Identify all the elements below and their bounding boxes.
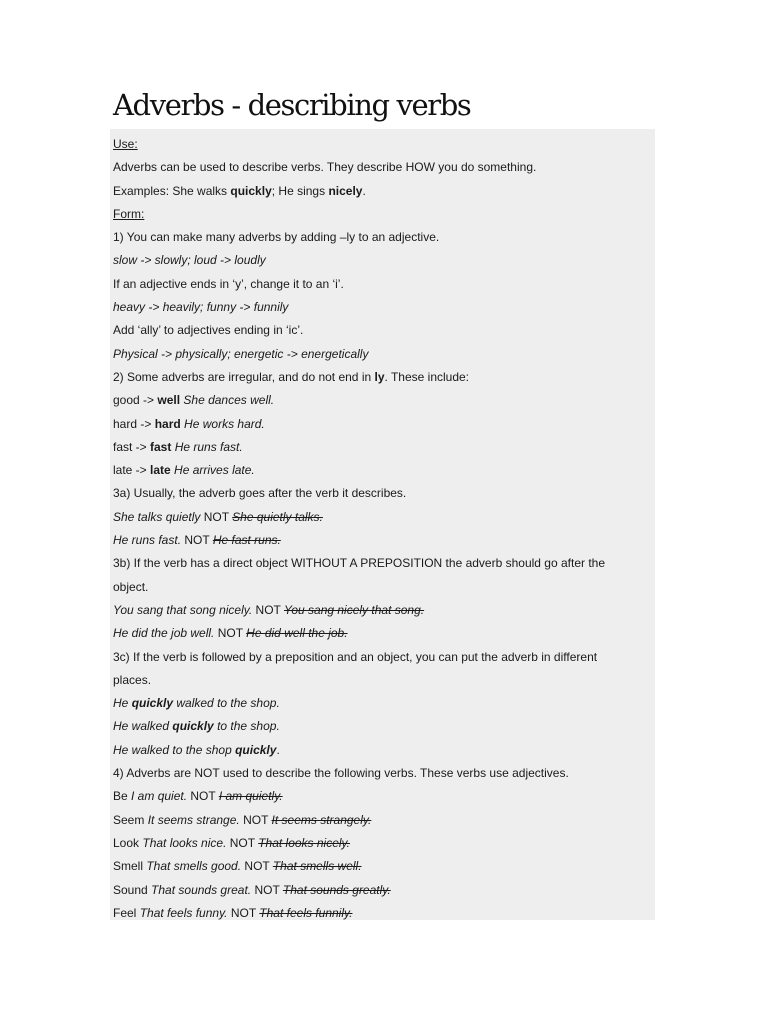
- rule-text: 4) Adverbs are NOT used to describe the following verbs. These verbs use adjectives.: [113, 766, 569, 781]
- example-text: It seems strange.: [147, 812, 240, 827]
- example-text: You sang that song nicely.: [113, 602, 253, 617]
- verb-label: Seem: [113, 812, 148, 827]
- not-label: NOT: [214, 626, 247, 641]
- example-text: slow -> slowly; loud -> loudly: [113, 253, 266, 268]
- text-run: hard ->: [113, 416, 155, 431]
- use-description-text: Adverbs can be used to describe verbs. They describe HOW you do something.: [113, 160, 537, 175]
- text-run: late ->: [113, 463, 151, 478]
- example-text: She talks quietly: [113, 509, 201, 524]
- bold-word: quickly: [230, 183, 272, 198]
- bold-word: quickly: [235, 742, 277, 757]
- example-text: He walked: [113, 719, 173, 734]
- use-heading-text: Use:: [113, 137, 138, 151]
- verb-be: [113, 785, 655, 808]
- form-heading-text: Form:: [113, 206, 145, 221]
- rule-text: If an adjective ends in ‘y’, change it to an ‘i’.: [113, 276, 344, 291]
- bold-word: hard: [154, 416, 181, 431]
- not-label: NOT: [181, 533, 213, 548]
- verb-label: Be: [113, 789, 132, 804]
- rule-text: object.: [113, 579, 149, 594]
- use-heading: [113, 133, 655, 156]
- example-text: He walked to the shop: [113, 742, 236, 757]
- example-text: He: [113, 696, 132, 711]
- content-block: [110, 129, 655, 920]
- example-text: He works hard.: [180, 416, 265, 431]
- verb-label: Look: [113, 835, 143, 850]
- irregular-hard: [113, 413, 655, 436]
- example-text: That smells good.: [146, 859, 242, 874]
- bold-word: late: [150, 463, 171, 478]
- not-label: NOT: [239, 812, 272, 827]
- example-line: [113, 715, 655, 738]
- bold-word: quickly: [131, 696, 174, 711]
- bold-word: nicely: [328, 183, 363, 198]
- rule-3b-cont: [113, 576, 655, 599]
- text-run: Examples: She walks: [113, 183, 231, 198]
- example-text: heavy -> heavily; funny -> funnily: [113, 300, 289, 315]
- strikethrough-text: He fast runs.: [212, 533, 281, 548]
- bold-word: ly: [374, 369, 385, 384]
- example-text: He arrives late.: [170, 463, 255, 478]
- rule-y: [113, 273, 655, 296]
- use-description: [113, 156, 655, 179]
- examples-line: [113, 180, 655, 203]
- example-line: [113, 296, 655, 319]
- example-line: [113, 599, 655, 622]
- text-run: .: [362, 183, 366, 198]
- strikethrough-text: It seems strangely.: [271, 812, 372, 827]
- example-line: [113, 529, 655, 552]
- not-label: NOT: [227, 905, 260, 920]
- example-line: [113, 249, 655, 272]
- rule-3c-cont: [113, 669, 655, 692]
- strikethrough-text: That sounds greatly.: [282, 882, 391, 897]
- example-text: That sounds great.: [151, 882, 252, 897]
- example-line: [113, 739, 655, 762]
- rule-ic: [113, 319, 655, 342]
- strikethrough-text: He did well the job.: [246, 626, 348, 641]
- verb-feel: [113, 902, 655, 925]
- verb-label: Sound: [113, 882, 152, 897]
- strikethrough-text: That looks nicely.: [258, 835, 351, 850]
- strikethrough-text: You sang nicely that song.: [284, 602, 425, 617]
- irregular-late: [113, 459, 655, 482]
- example-text: That looks nice.: [142, 835, 227, 850]
- not-label: NOT: [226, 835, 259, 850]
- text-run: 2) Some adverbs are irregular, and do not end in: [113, 369, 375, 384]
- rule-1: [113, 226, 655, 249]
- example-text: to the shop.: [213, 719, 280, 734]
- rule-text: 3c) If the verb is followed by a preposition and an object, you can put the adverb in different: [113, 649, 598, 664]
- text-run: .: [276, 742, 280, 757]
- example-text: He runs fast.: [171, 439, 243, 454]
- page-title: Adverbs - describing verbs: [113, 88, 471, 122]
- example-text: Physical -> physically; energetic -> energetically: [113, 346, 369, 361]
- example-line: [113, 506, 655, 529]
- not-label: NOT: [251, 882, 283, 897]
- not-label: NOT: [187, 789, 219, 804]
- verb-sound: [113, 879, 655, 902]
- verb-seem: [113, 809, 655, 832]
- example-text: walked to the shop.: [173, 696, 280, 711]
- bold-word: fast: [150, 439, 172, 454]
- bold-word: well: [157, 393, 181, 408]
- text-run: ; He sings: [271, 183, 329, 198]
- rule-2: [113, 366, 655, 389]
- bold-word: quickly: [172, 719, 214, 734]
- not-label: NOT: [200, 509, 233, 524]
- rule-3b: [113, 552, 655, 575]
- strikethrough-text: That smells well.: [272, 859, 362, 874]
- strikethrough-text: I am quietly.: [218, 789, 283, 804]
- rule-3c: [113, 646, 655, 669]
- example-line: [113, 692, 655, 715]
- rule-text: places.: [113, 672, 152, 687]
- not-label: NOT: [252, 602, 284, 617]
- verb-label: Feel: [113, 905, 140, 920]
- rule-text: 1) You can make many adverbs by adding –ly to an adjective.: [113, 230, 440, 245]
- form-heading: [113, 203, 655, 226]
- irregular-good: [113, 389, 655, 412]
- example-line: [113, 622, 655, 645]
- verb-smell: [113, 855, 655, 878]
- example-text: She dances well.: [180, 393, 275, 408]
- strikethrough-text: That feels funnily.: [259, 905, 353, 920]
- rule-4: [113, 762, 655, 785]
- text-run: . These include:: [384, 369, 470, 384]
- strikethrough-text: She quietly talks.: [232, 509, 323, 524]
- rule-3a: [113, 482, 655, 505]
- text-run: good ->: [113, 393, 158, 408]
- example-text: That feels funny.: [139, 905, 228, 920]
- verb-label: Smell: [113, 859, 147, 874]
- example-text: He did the job well.: [113, 626, 215, 641]
- example-line: [113, 343, 655, 366]
- rule-text: 3b) If the verb has a direct object WITHOUT A PREPOSITION the adverb should go after the: [113, 556, 606, 571]
- not-label: NOT: [241, 859, 273, 874]
- verb-look: [113, 832, 655, 855]
- text-run: fast ->: [113, 439, 151, 454]
- irregular-fast: [113, 436, 655, 459]
- rule-text: Add ‘ally’ to adjectives ending in ‘ic’.: [113, 323, 304, 338]
- example-text: He runs fast.: [113, 533, 182, 548]
- rule-text: 3a) Usually, the adverb goes after the verb it describes.: [113, 486, 407, 501]
- example-text: I am quiet.: [131, 789, 188, 804]
